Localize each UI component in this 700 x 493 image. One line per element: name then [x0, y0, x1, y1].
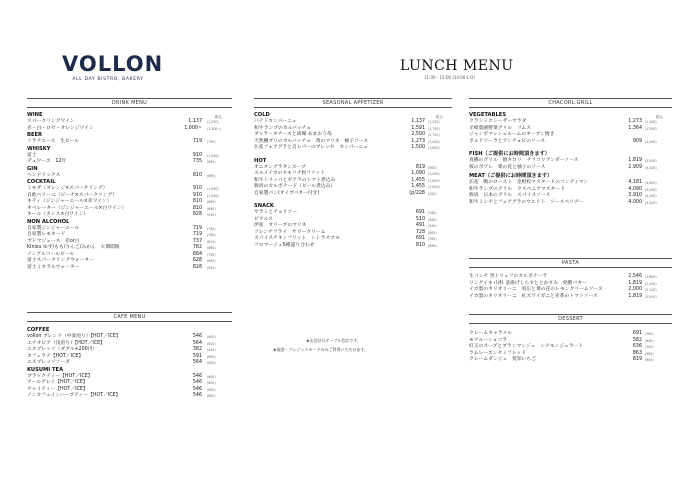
- item-name: フレンチフライ サワークリーム: [254, 229, 326, 235]
- item-name: 紅玉のスープとブランマンジェ シナモンジェラート: [469, 344, 584, 349]
- item-price-tax: (900): [645, 358, 654, 362]
- item-price-tax: (600): [207, 394, 216, 398]
- item-name: クラシックシーザーサラダ: [469, 119, 527, 124]
- item-price: 382: [192, 347, 202, 352]
- item-name: 真鯛のグリル 焼キロリ チリコリアンダーソース: [469, 158, 579, 163]
- logo-wordmark: VOLLON: [62, 52, 164, 76]
- item-price: 1,364: [628, 125, 642, 131]
- item-price: 664: [192, 251, 202, 257]
- item-price-tax: (600): [207, 374, 216, 379]
- item-name: 富士スパークリングウォーター: [27, 258, 94, 263]
- category-title: WINE: [27, 112, 43, 118]
- cafe-menu-header: CAFE MENU: [27, 312, 232, 322]
- item-price-tax: (4,400): [645, 200, 657, 205]
- item-price: 909: [632, 138, 642, 144]
- item-price-tax: (1,000): [207, 187, 219, 191]
- item-price: 691: [415, 210, 425, 215]
- item-price-tax: (890): [207, 200, 216, 204]
- item-price-tax: (1,750): [428, 126, 440, 131]
- item-price-tax: (1,600): [428, 178, 440, 183]
- item-name: 富士ミネラルウォーター: [27, 264, 80, 270]
- item-price: 828: [192, 212, 202, 217]
- item-name: ブラックティー【HOT／ICE】: [27, 373, 93, 379]
- item-price-tax: (1,650): [428, 146, 440, 150]
- item-name: スパイスチキンフリット シトラスマヨ: [254, 236, 340, 241]
- item-name: 自家製パン(オイブバター付き): [254, 190, 320, 196]
- item-price-tax: (2,000): [645, 281, 657, 286]
- page-title: LUNCH MENU: [400, 58, 514, 74]
- menu-item: [27, 393, 232, 400]
- item-price: 1,137: [411, 119, 425, 124]
- category-title: BEER: [27, 132, 43, 138]
- item-name: 和牛ミンチとフォアグラのウエリト ソースペリグー: [469, 199, 584, 205]
- item-price: 591: [192, 353, 202, 359]
- item-price-tax: (2,800): [645, 275, 657, 279]
- pasta-header: PASTA: [469, 258, 672, 268]
- item-price: (p/228: [409, 190, 425, 196]
- item-name: ノンカフェインハーブティー【HOT／ICE】: [27, 393, 121, 398]
- item-price-tax: (760): [428, 237, 437, 241]
- item-price-tax: (790): [207, 233, 216, 237]
- item-name: 豚肉のカルボナード（ビール煮込み）: [254, 184, 336, 189]
- item-name: 赤・白・ロゼ・オレンジワイン: [27, 125, 94, 131]
- item-price: 582: [632, 337, 642, 343]
- item-price: 719: [192, 139, 202, 144]
- item-price: 810: [192, 205, 202, 211]
- item-price: 728: [415, 229, 425, 235]
- item-price: 1,273: [628, 119, 642, 124]
- item-price: 564: [192, 340, 202, 346]
- item-price: 2,909: [628, 164, 642, 170]
- item-name: スルメイカのセモリナ粉フリット: [254, 171, 326, 176]
- item-price: 3,910: [628, 193, 642, 198]
- hours-text: 11:00 - 15:00 (14:00 L.O): [424, 75, 475, 80]
- item-price-tax: (910): [207, 265, 216, 270]
- item-price-tax: (4,500): [645, 187, 657, 192]
- menu-item: [254, 145, 452, 152]
- category-title: WHISKY: [27, 145, 51, 152]
- item-price: 910: [192, 152, 202, 158]
- item-price: 4,090: [628, 186, 642, 192]
- item-name: vollon ブレンド（中深煎り）【HOT／ICE】: [27, 334, 121, 339]
- item-name: ヘンドリックス: [27, 172, 61, 178]
- item-price: 1,819: [628, 280, 642, 286]
- category-title: KUSUMI TEA: [27, 366, 64, 373]
- category-title: SNACK: [254, 203, 274, 209]
- item-price: 564: [192, 360, 202, 365]
- item-name: 自家製ジンジャーエール: [27, 225, 80, 231]
- item-name: 豚肩 日本のグリル スパイスソース: [469, 193, 551, 198]
- item-name: ミモザ（オレンジ×スパークリング）: [27, 186, 108, 191]
- item-price: 782: [192, 245, 202, 250]
- item-name: 和牛ランプのグリル クスペニアマスタード: [469, 186, 565, 192]
- item-name: ソラチエース 生ビール: [27, 139, 80, 144]
- item-name: キール（カシス×白ワイン）: [27, 212, 89, 217]
- item-price-tax: (900): [428, 165, 437, 170]
- item-price: 2,546: [628, 274, 642, 279]
- item-price-tax: (4,600): [645, 181, 657, 185]
- item-price-tax: (600): [207, 335, 216, 339]
- item-name: ノンアルコールビール: [27, 251, 75, 257]
- item-price: 546: [192, 334, 202, 339]
- item-price-tax: (4,300): [645, 194, 657, 198]
- item-price-tax: (560): [428, 217, 437, 222]
- item-price: 4,181: [628, 180, 642, 185]
- item-price: 1,819: [628, 158, 642, 163]
- item-price-tax: (1,600): [428, 185, 440, 189]
- category-title: VEGETABLES: [469, 112, 507, 118]
- cafe-list: [27, 327, 232, 400]
- item-name: エスプレッソ（ダブル+200円）: [27, 347, 98, 352]
- item-price: 510: [415, 216, 425, 222]
- drink-list: [27, 112, 232, 271]
- menu-item: [469, 165, 672, 172]
- item-name: イカ墨のタリオリーニ 羽広と菜の花のレモンクリームソース: [469, 287, 603, 292]
- item-price-tax: (790): [207, 140, 216, 144]
- item-price-tax: (890): [428, 243, 437, 248]
- item-name: オニオングラタンスープ: [254, 164, 306, 170]
- item-price-tax: (1,000): [207, 153, 219, 158]
- charcoal-list: [469, 112, 672, 206]
- item-price-tax: (2,750): [428, 133, 440, 137]
- item-price: 810: [415, 242, 425, 248]
- item-price-tax: (890): [207, 206, 216, 211]
- item-price: 810: [192, 199, 202, 204]
- item-price: 546: [192, 373, 202, 379]
- item-name: ボルドソーラとアンチョビのソース: [469, 138, 546, 144]
- item-price-tax: (2,000): [645, 294, 657, 299]
- item-name: パテドカンパーニュ: [254, 119, 297, 124]
- item-name: 富士: [27, 152, 37, 158]
- item-price: 1,273: [411, 138, 425, 144]
- category-title: HOT: [254, 157, 267, 164]
- item-price: 828: [192, 264, 202, 270]
- item-name: アールグレイ【HOT／ICE】: [27, 380, 88, 385]
- item-price: 1,455: [411, 184, 425, 189]
- category-title: COCKTAIL: [27, 179, 56, 185]
- item-price-tax: (650): [207, 354, 216, 359]
- item-price-tax: (2,000): [645, 159, 657, 163]
- item-price: 491: [415, 223, 425, 228]
- item-price: 691: [632, 331, 642, 336]
- tax-header: 税込: [215, 115, 222, 119]
- item-price-tax: (600): [207, 381, 216, 385]
- item-price: 737: [192, 238, 202, 244]
- item-name: 自家製レモネード: [27, 232, 66, 237]
- tax-header: 税込: [656, 115, 663, 119]
- item-name: ラムレーズンセミフレッド: [469, 350, 527, 356]
- item-price: 863: [632, 350, 642, 356]
- drink-menu-header: DRINK MENU: [27, 98, 232, 108]
- item-name: スパークリングワイン: [27, 119, 75, 124]
- item-price-tax: (250): [428, 191, 437, 196]
- item-price-tax: (640): [645, 338, 654, 343]
- menu-item: [469, 357, 672, 364]
- logo-tagline: ALL DAY BISTRO, BAKERY: [72, 77, 144, 82]
- item-price: 719: [192, 232, 202, 237]
- category-title: FISH（ご提供にお時間頂きます）: [469, 151, 550, 157]
- item-price-tax: (1,000): [645, 139, 657, 144]
- item-price: 719: [192, 225, 202, 231]
- item-price-tax: (1,400): [428, 139, 440, 144]
- item-price: 546: [192, 380, 202, 385]
- item-price-tax: (700): [645, 345, 654, 349]
- item-price-tax: (420): [207, 348, 216, 352]
- item-name: オペレーター（ジンジャーエール×白ワイン）: [27, 205, 127, 211]
- item-name: モワルーショコラ: [469, 337, 508, 343]
- item-price: 636: [632, 344, 642, 349]
- menu-item: [469, 200, 672, 207]
- menu-item: [469, 139, 672, 146]
- item-price: 1,591: [411, 125, 425, 131]
- item-name: ジャンボマッシュルームのオーブン焼き: [469, 132, 555, 137]
- item-price-tax: (890): [207, 173, 216, 178]
- item-name: 羊崎農園野菜グリル フムス: [469, 125, 532, 131]
- item-name: 桜のポワレ 菜の花と柚子のソース: [469, 164, 546, 170]
- logo: [62, 52, 164, 82]
- item-price: 910: [192, 186, 202, 191]
- item-price-tax: (690): [207, 259, 216, 263]
- item-price-tax: (620): [207, 341, 216, 346]
- item-price-tax: (1,000): [207, 193, 219, 198]
- dessert-list: [469, 331, 672, 364]
- menu-item: [254, 191, 452, 198]
- category-title: GIN: [27, 165, 38, 172]
- item-price-tax: (620): [207, 361, 216, 365]
- item-price-tax: (1,500): [645, 126, 657, 131]
- item-price-tax: (1,400): [645, 120, 657, 124]
- item-name: エチオピア（浅煎り）【HOT／ICE】: [27, 340, 105, 346]
- item-name: エスプレッソソーダ: [27, 360, 70, 365]
- item-price-tax: (760): [428, 211, 437, 215]
- menu-item: [469, 294, 672, 301]
- item-price: 546: [192, 386, 202, 392]
- item-name: 和牛トリッパとギアラのトマト煮込み: [254, 177, 336, 183]
- item-price: 691: [415, 236, 425, 241]
- note-table-check: ★お会計はテーブル会計です。: [306, 338, 361, 343]
- item-price-tax: (830): [207, 160, 216, 164]
- item-name: Kinisu ゆず/もも/りんご/みかん ＊期間限: [27, 245, 120, 250]
- item-name: イカ墨のタリオリーニ 紅ズワイガニと赤茶のトマトソース: [469, 293, 598, 299]
- item-name: キティ（ジンジャーエール×赤ワイン）: [27, 199, 112, 204]
- item-price: 1,819: [628, 293, 642, 299]
- item-price-tax: (1,250): [428, 120, 440, 124]
- item-price: 819: [632, 357, 642, 362]
- charcoal-grill-header: CHACORL GRILL: [469, 98, 672, 108]
- item-price: 1,000~: [184, 125, 202, 131]
- menu-item: [254, 243, 452, 250]
- item-name: 仏産 鴨のロースト 金柑粒マスタードのコンディマン: [469, 180, 589, 185]
- item-name: リングイネ 山料 釜揚げしらすととかすみ 発酵バター: [469, 280, 587, 286]
- item-price: 2,000: [628, 287, 642, 292]
- note-payment: ★現金・クレジットカードのみご利用いただけます。: [273, 347, 369, 352]
- item-price: 1,090: [411, 171, 425, 176]
- item-price-tax: (3,200): [645, 165, 657, 170]
- item-name: ブッラータチーズと胡瑚 あまおう苺: [254, 132, 332, 137]
- item-price-tax: (810): [207, 239, 216, 244]
- pasta-list: [469, 274, 672, 300]
- menu-item: [27, 265, 232, 272]
- item-price-tax: (540): [428, 224, 437, 228]
- item-name: 生パンチ 黒トリュフのカルボナーラ: [469, 274, 548, 279]
- item-price-tax: (790): [207, 226, 216, 231]
- item-price: 1,500: [411, 145, 425, 150]
- item-name: カフェラテ【HOT／ICE】: [27, 353, 84, 359]
- tax-header: 税込: [436, 115, 443, 119]
- item-price-tax: (730): [207, 252, 216, 257]
- seasonal-list: [254, 112, 452, 249]
- item-price-tax: (1,100~): [207, 126, 222, 131]
- item-name: ピクルス: [254, 216, 273, 222]
- category-title: NON ALCOHOL: [27, 218, 70, 225]
- item-name: フロマージュ5種盛り合わせ: [254, 242, 315, 248]
- item-name: サラミとチョリソー: [254, 210, 298, 215]
- item-name: 仏産フォアグラと自レバーのブレッセ カンパーニュ: [254, 145, 368, 150]
- item-name: 自他ベリーニ（ピーチ×スパークリング）: [27, 192, 118, 198]
- item-price: 819: [415, 164, 425, 170]
- item-price: 735: [192, 159, 202, 164]
- item-price-tax: (1,250): [207, 120, 219, 124]
- item-price-tax: (1,200): [428, 172, 440, 176]
- item-name: 伊産 オリーブのマリネ: [254, 223, 307, 228]
- dessert-header: DESSERT: [469, 314, 672, 324]
- item-price: 910: [192, 192, 202, 198]
- item-name: クレームダンジュ 愛知いちご: [469, 357, 536, 362]
- category-title: MEAT（ご提供にお時間頂きます）: [469, 173, 553, 179]
- item-name: 和牛ランプのカルパッチョ: [254, 125, 312, 131]
- item-price: 628: [192, 258, 202, 263]
- item-name: デュワーズ 12年: [27, 159, 67, 164]
- category-title: COLD: [254, 112, 270, 118]
- seasonal-appetizer-header: SEASONAL APPETIZER: [254, 98, 452, 108]
- item-price: 810: [192, 172, 202, 178]
- category-title: COFFEE: [27, 327, 50, 333]
- item-price-tax: (800): [428, 230, 437, 235]
- item-price: 1,455: [411, 177, 425, 183]
- item-price-tax: (760): [645, 332, 654, 336]
- item-price: 546: [192, 393, 202, 398]
- item-price-tax: (860): [207, 246, 216, 250]
- item-price-tax: (2,200): [645, 288, 657, 292]
- item-name: 天然鯛ブリのカルパッチョ 黄のマリネ 柚子ソース: [254, 138, 369, 144]
- item-price-tax: (910): [207, 213, 216, 217]
- item-price: 1,137: [188, 119, 202, 124]
- item-price-tax: (950): [645, 351, 654, 356]
- item-name: チャイティー【HOT／ICE】: [27, 386, 88, 392]
- item-price-tax: (600): [207, 387, 216, 392]
- item-price: 4,000: [628, 199, 642, 205]
- item-name: クレームキャラメル: [469, 331, 513, 336]
- item-price: 2,500: [411, 132, 425, 137]
- item-name: ブドウジュース 赤or白: [27, 238, 80, 244]
